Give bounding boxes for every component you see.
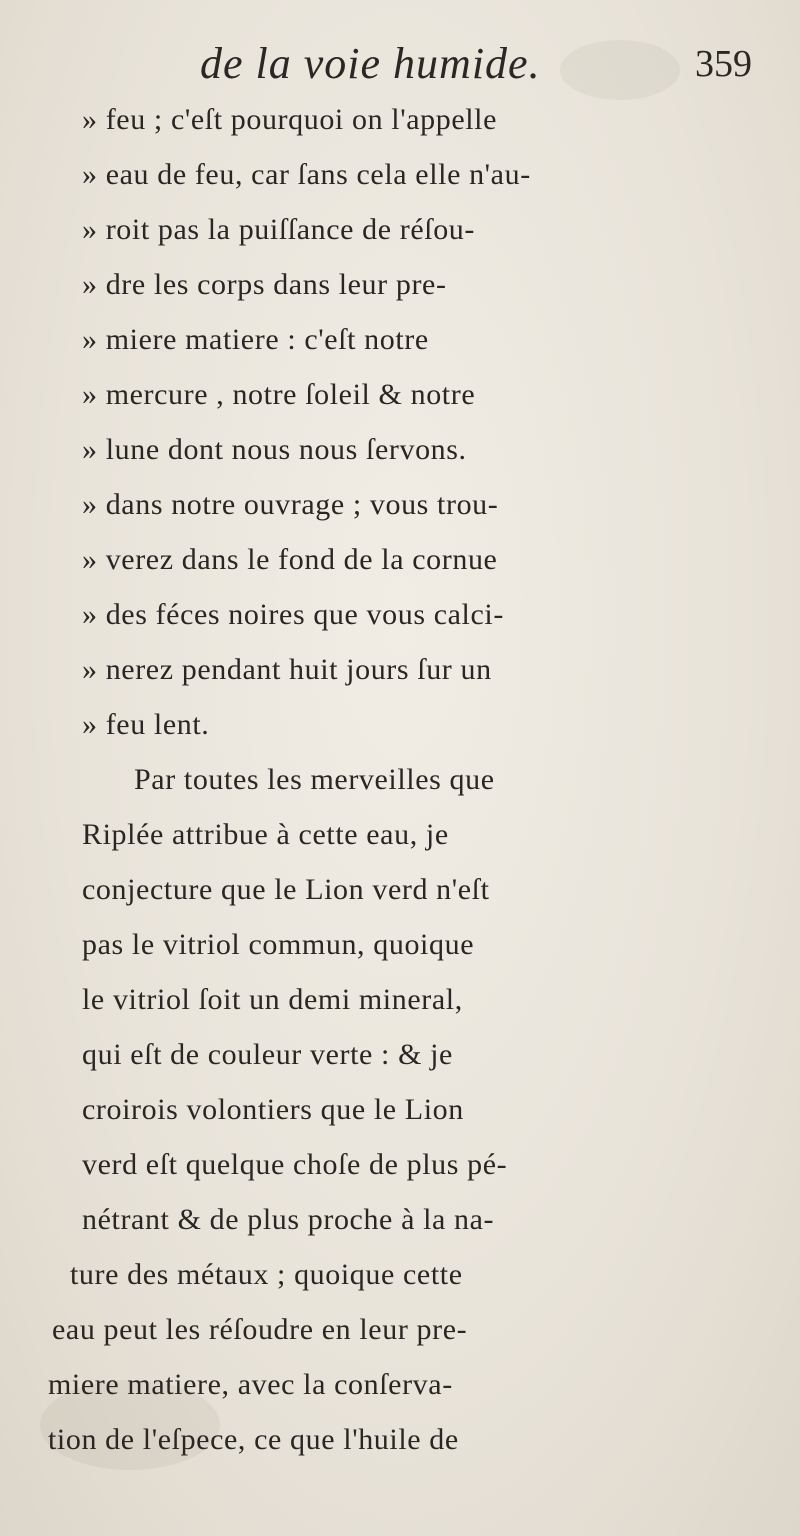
text-line: » eau de feu, car ſans cela elle n'au- bbox=[82, 158, 531, 191]
page-number: 359 bbox=[695, 43, 752, 85]
text-line: » nerez pendant huit jours ſur un bbox=[82, 653, 492, 686]
text-line: Riplée attribue à cette eau, je bbox=[82, 818, 449, 851]
page-header bbox=[0, 38, 800, 98]
text-line: » feu lent. bbox=[82, 708, 210, 741]
text-line: » dre les corps dans leur pre- bbox=[82, 268, 447, 301]
text-line: » dans notre ouvrage ; vous trou- bbox=[82, 488, 499, 521]
text-line: nétrant & de plus proche à la na- bbox=[82, 1203, 495, 1236]
text-line: pas le vitriol commun, quoique bbox=[82, 928, 475, 961]
text-line: qui eſt de couleur verte : & je bbox=[82, 1038, 453, 1071]
text-line: ture des métaux ; quoique cette bbox=[70, 1258, 463, 1291]
text-line: » feu ; c'eſt pourquoi on l'appelle bbox=[82, 103, 498, 136]
text-line: le vitriol ſoit un demi mineral, bbox=[82, 983, 463, 1016]
text-line: miere matiere, avec la conſerva- bbox=[48, 1368, 453, 1401]
text-line: verd eſt quelque choſe de plus pé- bbox=[82, 1148, 508, 1181]
text-line: eau peut les réſoudre en leur pre- bbox=[52, 1313, 468, 1346]
text-line: » lune dont nous nous ſervons. bbox=[82, 433, 467, 466]
text-line: » des féces noires que vous calci- bbox=[82, 598, 504, 631]
text-line: tion de l'eſpece, ce que l'huile de bbox=[48, 1423, 459, 1456]
text-line: » mercure , notre ſoleil & notre bbox=[82, 378, 476, 411]
text-line: » roit pas la puiſſance de réſou- bbox=[82, 213, 475, 246]
text-line: » verez dans le fond de la cornue bbox=[82, 543, 498, 576]
text-line: » miere matiere : c'eſt notre bbox=[82, 323, 429, 356]
text-line: conjecture que le Lion verd n'eſt bbox=[82, 873, 490, 906]
text-line: Par toutes les merveilles que bbox=[134, 763, 495, 796]
running-title: de la voie humide. bbox=[200, 39, 541, 88]
text-line: croirois volontiers que le Lion bbox=[82, 1093, 464, 1126]
